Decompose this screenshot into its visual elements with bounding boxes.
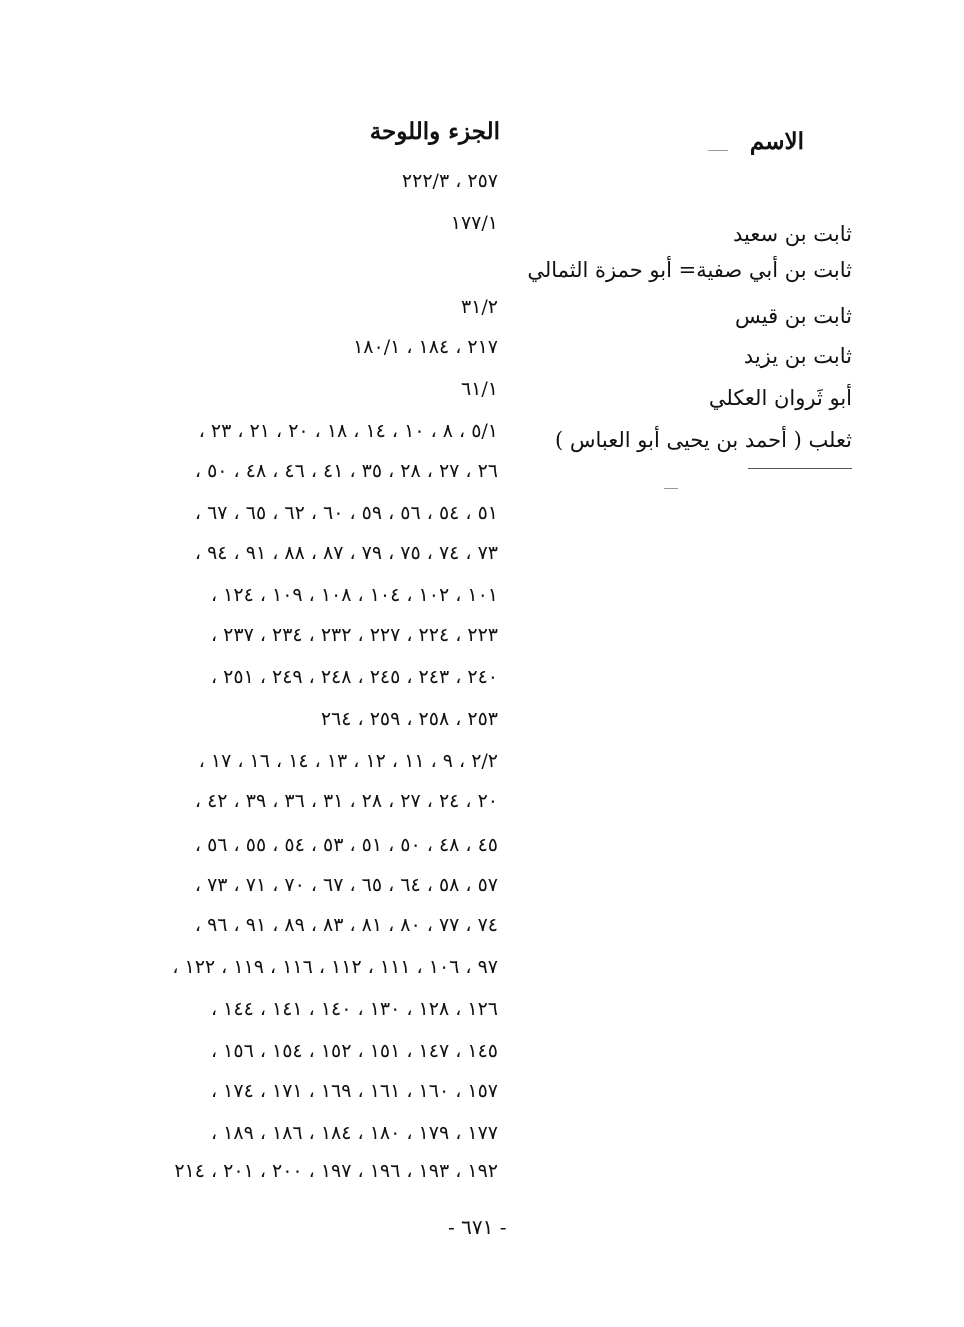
reference-line: ٢٢٣ ، ٢٢٤ ، ٢٢٧ ، ٢٣٢ ، ٢٣٤ ، ٢٣٧ ، (210, 624, 498, 646)
reference-line: ٣١/٢ (460, 296, 498, 318)
reference-line: ٢/٢ ، ٩ ، ١١ ، ١٢ ، ١٣ ، ١٤ ، ١٦ ، ١٧ ، (198, 750, 498, 772)
reference-line: ١٠١ ، ١٠٢ ، ١٠٤ ، ١٠٨ ، ١٠٩ ، ١٢٤ ، (210, 584, 498, 606)
name-entry: ثابت بن يزيد (743, 344, 852, 368)
stray-mark (708, 150, 728, 151)
reference-line: ٤٥ ، ٤٨ ، ٥٠ ، ٥١ ، ٥٣ ، ٥٤ ، ٥٥ ، ٥٦ ، (194, 834, 498, 856)
section-rule (748, 468, 852, 469)
reference-line: ٥/١ ، ٨ ، ١٠ ، ١٤ ، ١٨ ، ٢٠ ، ٢١ ، ٢٣ ، (198, 420, 498, 442)
reference-line: ٢٥٧ ، ٢٢٢/٣ (401, 170, 498, 192)
reference-line: ٢٥٣ ، ٢٥٨ ، ٢٥٩ ، ٢٦٤ (320, 708, 498, 730)
reference-line: ٦١/١ (460, 378, 498, 400)
reference-line: ٢٠ ، ٢٤ ، ٢٧ ، ٢٨ ، ٣١ ، ٣٦ ، ٣٩ ، ٤٢ ، (194, 790, 498, 812)
reference-line: ١٧٧ ، ١٧٩ ، ١٨٠ ، ١٨٤ ، ١٨٦ ، ١٨٩ ، (210, 1122, 498, 1144)
name-entry: ثعلب ( أحمد بن يحيى أبو العباس ) (555, 428, 852, 452)
reference-line: ١٧٧/١ (450, 212, 498, 234)
name-entry: ثابت بن أبي صفية= أبو حمزة الثمالي (527, 258, 852, 282)
stray-mark (664, 488, 678, 489)
column-header-name: الاسم (749, 128, 804, 155)
reference-line: ٧٣ ، ٧٤ ، ٧٥ ، ٧٩ ، ٨٧ ، ٨٨ ، ٩١ ، ٩٤ ، (194, 542, 498, 564)
name-entry: ثابت بن قيس (734, 304, 852, 328)
name-entry: أبو ثَروان العكلي (708, 386, 852, 410)
column-header-volume-folio: الجزء واللوحة (369, 118, 500, 145)
reference-line: ١٤٥ ، ١٤٧ ، ١٥١ ، ١٥٢ ، ١٥٤ ، ١٥٦ ، (210, 1040, 498, 1062)
reference-line: ٩٧ ، ١٠٦ ، ١١١ ، ١١٢ ، ١١٦ ، ١١٩ ، ١٢٢ ، (172, 956, 498, 978)
reference-line: ٥٧ ، ٥٨ ، ٦٤ ، ٦٥ ، ٦٧ ، ٧٠ ، ٧١ ، ٧٣ ، (194, 874, 498, 896)
reference-line: ٧٤ ، ٧٧ ، ٨٠ ، ٨١ ، ٨٣ ، ٨٩ ، ٩١ ، ٩٦ ، (194, 914, 498, 936)
reference-line: ١٥٧ ، ١٦٠ ، ١٦١ ، ١٦٩ ، ١٧١ ، ١٧٤ ، (210, 1080, 498, 1102)
reference-line: ٢١٧ ، ١٨٤ ، ١٨٠/١ (353, 336, 498, 358)
reference-line: ١٢٦ ، ١٢٨ ، ١٣٠ ، ١٤٠ ، ١٤١ ، ١٤٤ ، (210, 998, 498, 1020)
reference-line: ٥١ ، ٥٤ ، ٥٦ ، ٥٩ ، ٦٠ ، ٦٢ ، ٦٥ ، ٦٧ ، (194, 502, 498, 524)
name-entry: ثابت بن سعيد (733, 222, 852, 246)
reference-line: ٢٤٠ ، ٢٤٣ ، ٢٤٥ ، ٢٤٨ ، ٢٤٩ ، ٢٥١ ، (210, 666, 498, 688)
page-number: - ٦٧١ - (448, 1215, 507, 1239)
reference-line: ٢٦ ، ٢٧ ، ٢٨ ، ٣٥ ، ٤١ ، ٤٦ ، ٤٨ ، ٥٠ ، (194, 460, 498, 482)
reference-line: ١٩٢ ، ١٩٣ ، ١٩٦ ، ١٩٧ ، ٢٠٠ ، ٢٠١ ، ٢١٤ (174, 1160, 498, 1182)
